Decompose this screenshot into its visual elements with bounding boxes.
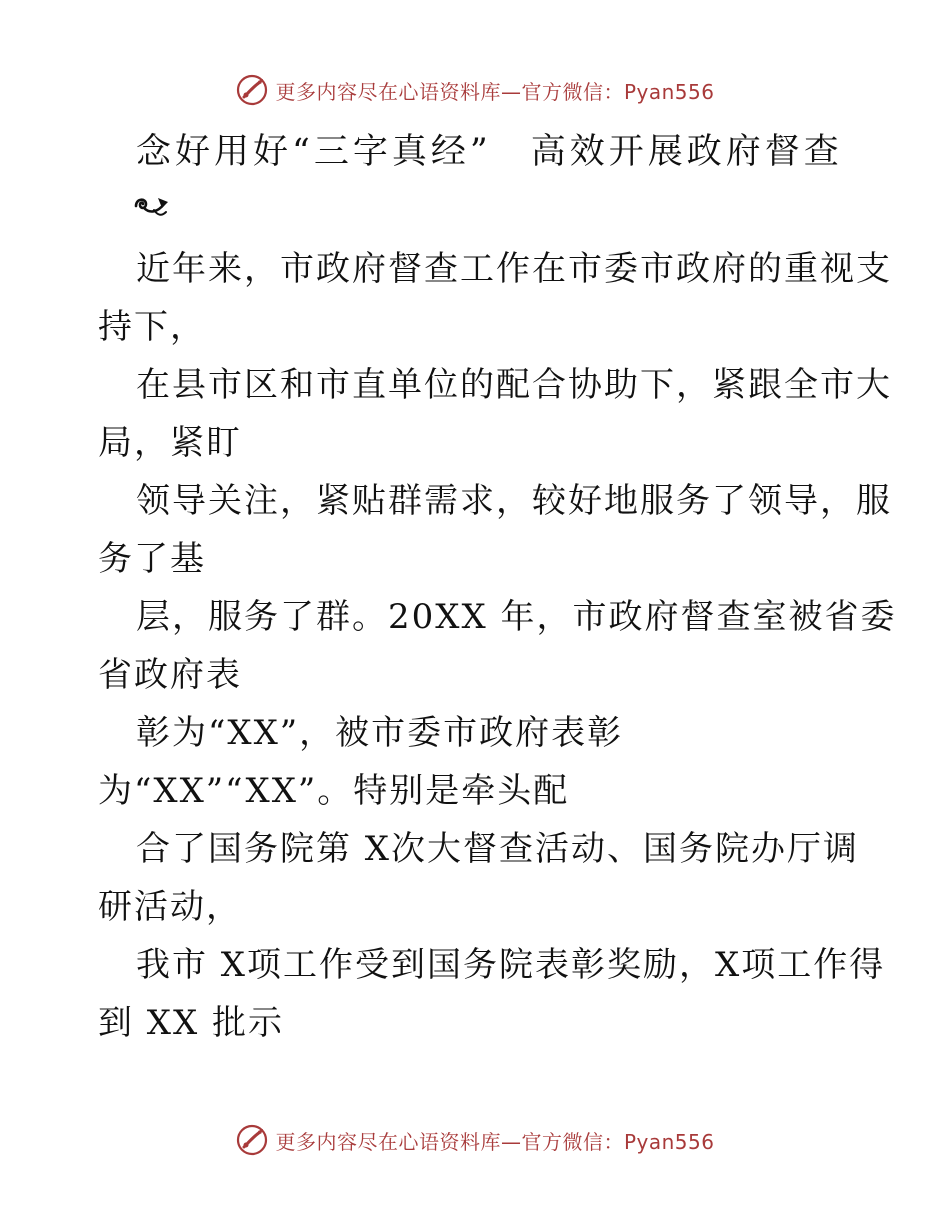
document-body: [98, 240, 897, 1052]
paragraph: [98, 240, 892, 356]
paragraph-line: 局，紧盯: [98, 423, 242, 463]
watermark-text-bottom: 更多内容尽在心语资料库—官方微信：Pyan556: [275, 1129, 715, 1154]
watermark-text-top: 更多内容尽在心语资料库—官方微信：Pyan556: [275, 79, 715, 104]
paragraph-line: 务了基: [98, 539, 206, 579]
paragraph: [98, 588, 897, 704]
paragraph-line: 省政府表: [98, 655, 242, 695]
paragraph-line: 领导关注，紧贴群需求，较好地服务了领导，服: [136, 481, 892, 521]
watermark-banner-top: [0, 70, 950, 110]
paragraph: [98, 472, 892, 588]
paragraph-line: 层，服务了群。20XX 年，市政府督查室被省委: [136, 597, 897, 637]
paragraph-line: 研活动，: [98, 887, 242, 927]
watermark-banner-bottom: [0, 1120, 950, 1160]
document-title: 念好用好“三字真经” 高效开展政府督查: [136, 132, 843, 172]
paragraph-line: 我市 X项工作受到国务院表彰奖励，X项工作得: [136, 945, 886, 985]
paragraph: [98, 356, 892, 472]
paragraph: [98, 936, 886, 1052]
paragraph-line: 近年来，市政府督查工作在市委市政府的重视支: [136, 249, 892, 289]
paragraph-line: 在县市区和市直单位的配合协助下，紧跟全市大: [136, 365, 892, 405]
paragraph: [98, 820, 858, 936]
brush-pen-logo-icon: [235, 73, 269, 107]
paragraph: [98, 704, 858, 820]
fleuron-icon: [132, 190, 172, 220]
paragraph-line: 到 XX 批示: [98, 1003, 285, 1043]
paragraph-line: 为“XX”“XX”。特别是牵头配: [98, 771, 570, 811]
paragraph-line: 彰为“XX”，被市委市政府表彰: [136, 713, 624, 753]
brush-pen-logo-icon: [235, 1123, 269, 1157]
paragraph-line: 持下，: [98, 307, 206, 347]
paragraph-line: 合了国务院第 X次大督查活动、国务院办厅调: [136, 829, 860, 869]
